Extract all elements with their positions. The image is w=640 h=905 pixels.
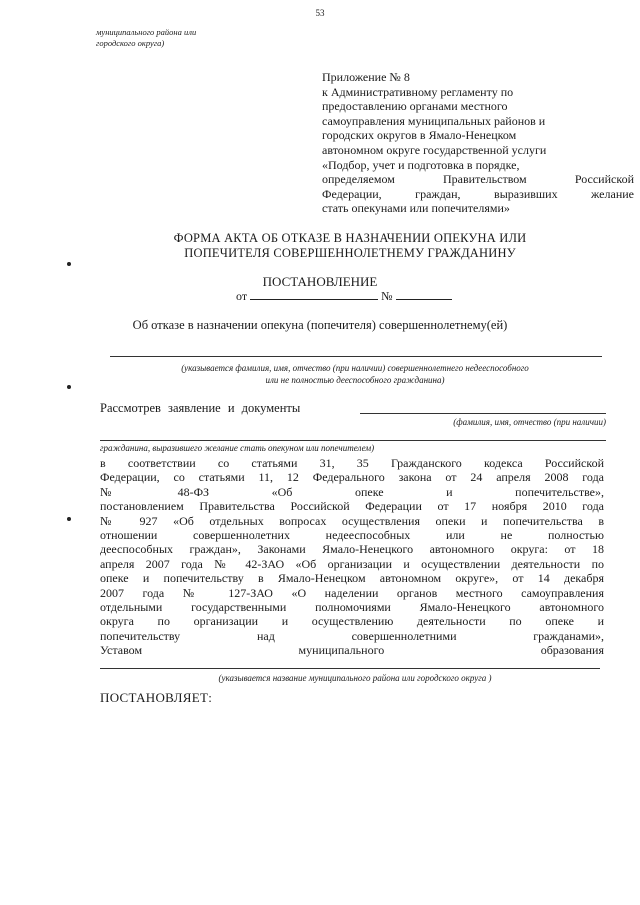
appendix-line: стать опекунами или попечителями» — [322, 201, 510, 216]
header-note-line: городского округа) — [96, 38, 165, 48]
appendix-line: к Административному регламенту по — [322, 84, 514, 99]
appendix-line: Федерации, граждан, выразивших желание — [322, 186, 634, 201]
applicant-continue-blank[interactable] — [100, 440, 606, 441]
body-line: апреля 2007 года № 42-ЗАО «Об организации и осуществлении деятельности по — [100, 556, 604, 571]
body-line: опеке и попечительству в Ямало-Ненецком автономном округе», от 14 декабря — [100, 571, 604, 586]
date-blank[interactable] — [250, 289, 378, 300]
appendix-line: предоставлению органами местного — [322, 99, 508, 114]
resolution-heading: ПОСТАНОВЛЕНИЕ — [262, 274, 378, 289]
body-line: № 927 «Об отдельных вопросах осуществления опеки и попечительства в — [100, 513, 604, 528]
header-note-line: муниципального района или — [96, 27, 197, 37]
refusal-line: Об отказе в назначении опекуна (попечителя) совершеннолетнему(ей) — [132, 318, 508, 332]
body-line: отношении совершеннолетних недееспособных или не полностью — [100, 528, 604, 543]
appendix-block — [322, 70, 634, 216]
form-title — [90, 231, 610, 261]
body-line: в соответствии со статьями 31, 35 Гражданского кодекса Российской — [100, 456, 604, 470]
appendix-line: автономном округе государственной услуги — [322, 142, 547, 157]
date-label: от — [236, 289, 248, 303]
body-line: дееспособных граждан», Законами Ямало-Ненецкого автономного округа: от 18 — [100, 542, 604, 557]
date-number-line — [236, 289, 452, 304]
note-municipality: (указывается название муниципального района или городского округа ) — [218, 673, 492, 683]
body-line: постановлением Правительства Российской Федерации от 17 ноября 2010 года — [100, 499, 604, 514]
body-line: № 48-ФЗ «Об опеке и попечительстве», — [100, 484, 604, 499]
body-text — [100, 456, 604, 658]
note-person-line: (указывается фамилия, имя, отчество (при наличии) совершеннолетнего недееспособного — [181, 363, 529, 373]
number-label: № — [381, 289, 393, 303]
appendix-line: самоуправления муниципальных районов и — [322, 113, 546, 128]
note-person-line: или не полностью дееспособного гражданина) — [265, 375, 445, 385]
appendix-line: «Подбор, учет и подготовка в порядке, — [322, 157, 520, 172]
body-line: 2007 года № 127-ЗАО «О наделении органов местного самоуправления — [100, 585, 604, 600]
margin-mark — [67, 517, 71, 521]
margin-mark — [67, 262, 71, 266]
form-title-line: ПОПЕЧИТЕЛЯ СОВЕРШЕННОЛЕТНЕМУ ГРАЖДАНИНУ — [184, 246, 516, 260]
body-line: отдельными государственными полномочиями Ямало-Ненецкого автономного — [100, 600, 604, 615]
margin-mark — [67, 385, 71, 389]
resolves-heading: ПОСТАНОВЛЯЕТ: — [100, 690, 213, 705]
form-title-line: ФОРМА АКТА ОБ ОТКАЗЕ В НАЗНАЧЕНИИ ОПЕКУНА ИЛИ — [173, 231, 527, 245]
body-line: Федерации, со статьями 11, 12 Федерального закона от 24 апреля 2008 года — [100, 470, 604, 485]
note-fio: (фамилия, имя, отчество (при наличии) — [453, 417, 606, 427]
municipality-blank[interactable] — [100, 668, 600, 669]
applicant-name-blank[interactable] — [360, 413, 606, 414]
number-blank[interactable] — [396, 289, 452, 300]
body-line: округа по организации и осуществлению деятельности по опеке и — [100, 614, 604, 629]
appendix-line: определяемом Правительством Российской — [322, 172, 634, 187]
note-person — [100, 362, 610, 386]
header-note — [96, 27, 196, 49]
body-line: Уставом муниципального образования — [100, 643, 604, 658]
page-number: 53 — [315, 8, 325, 18]
appendix-line: городских округов в Ямало-Ненецком — [322, 128, 517, 143]
body-line: попечительству над совершеннолетними гражданами», — [100, 628, 604, 643]
considered-label: Рассмотрев заявление и документы — [100, 401, 301, 415]
appendix-title: Приложение № 8 — [322, 70, 410, 84]
note-applicant: гражданина, выразившего желание стать опекуном или попечителем) — [100, 443, 375, 453]
person-name-blank[interactable] — [110, 356, 602, 357]
